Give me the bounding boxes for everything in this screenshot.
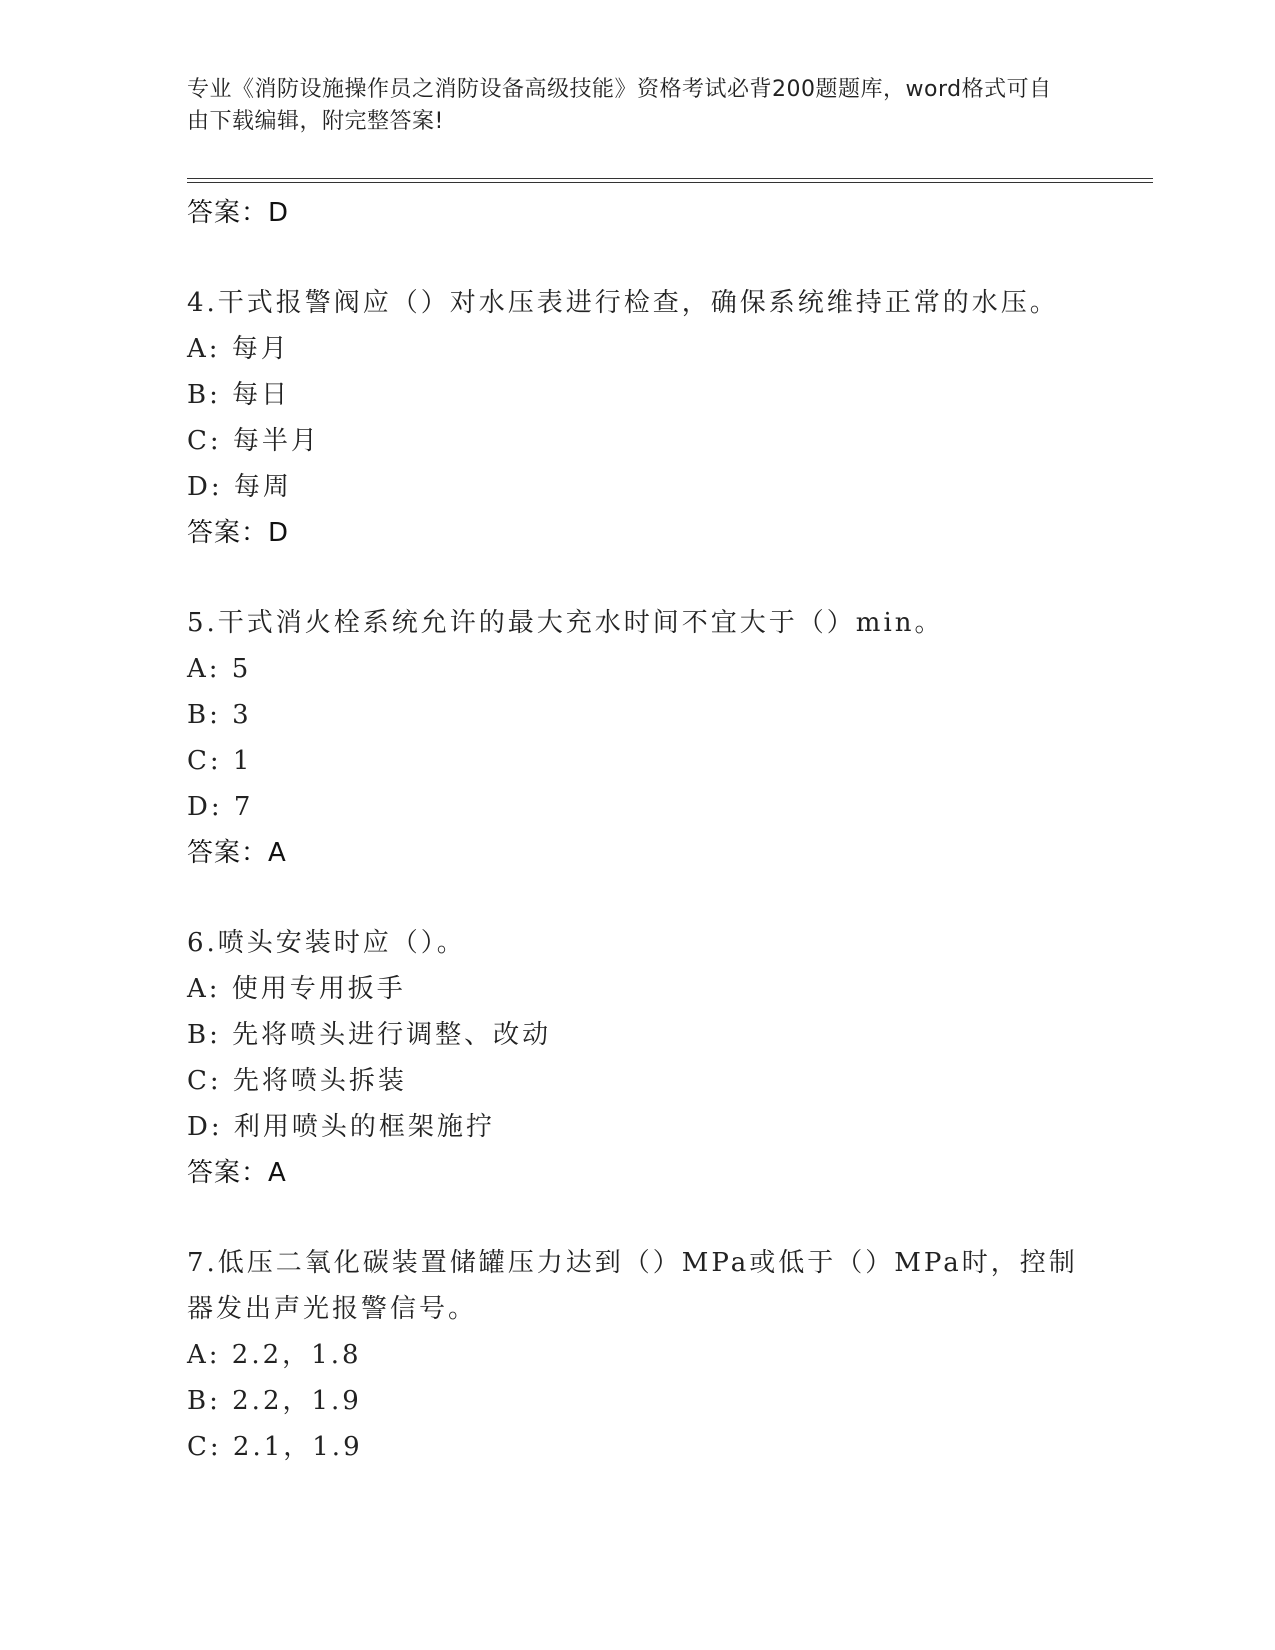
- option-a: A: 5: [187, 654, 252, 684]
- answer-line: 答案：A: [187, 1158, 287, 1188]
- option-a: A: 每月: [187, 334, 290, 364]
- option-d: D: 利用喷头的框架施拧: [187, 1112, 495, 1142]
- spacer: [187, 1196, 1087, 1240]
- document-header: 专业《消防设施操作员之消防设备高级技能》资格考试必背200题题库，word格式可自由下载编辑，附完整答案!: [187, 77, 1052, 134]
- spacer: [187, 556, 1087, 600]
- question-text: 6.喷头安装时应（）。: [187, 928, 466, 958]
- option-d: D: 7: [187, 792, 254, 822]
- option-c: C: 2.1，1.9: [187, 1432, 363, 1462]
- spacer: [187, 236, 1087, 280]
- option-b: B: 2.2，1.9: [187, 1386, 362, 1416]
- question-block-4: [187, 280, 1087, 556]
- option-c: C: 每半月: [187, 426, 320, 456]
- question-text: 5.干式消火栓系统允许的最大充水时间不宜大于（）min。: [187, 608, 944, 638]
- question-block-7: [187, 1240, 1087, 1470]
- answer-line: 答案：D: [187, 518, 290, 548]
- option-d: D: 每周: [187, 472, 292, 502]
- option-b: B: 3: [187, 700, 252, 730]
- option-a: A: 使用专用扳手: [187, 974, 406, 1004]
- question-list: [187, 190, 1087, 1470]
- option-b: B: 每日: [187, 380, 291, 410]
- header-rule-top: [187, 178, 1153, 179]
- option-c: C: 先将喷头拆装: [187, 1066, 407, 1096]
- option-c: C: 1: [187, 746, 253, 776]
- question-text: 7.低压二氧化碳装置储罐压力达到（）MPa或低于（）MPa时，控制器发出声光报警信号。: [187, 1248, 1078, 1324]
- question-block-6: [187, 920, 1087, 1196]
- question-text: 4.干式报警阀应（）对水压表进行检查，确保系统维持正常的水压。: [187, 288, 1059, 318]
- option-a: A: 2.2，1.8: [187, 1340, 362, 1370]
- spacer: [187, 876, 1087, 920]
- answer-previous: 答案：D: [187, 198, 290, 228]
- header-rule-bottom: [187, 182, 1153, 183]
- question-block-5: [187, 600, 1087, 876]
- answer-line: 答案：A: [187, 838, 287, 868]
- option-b: B: 先将喷头进行调整、改动: [187, 1020, 552, 1050]
